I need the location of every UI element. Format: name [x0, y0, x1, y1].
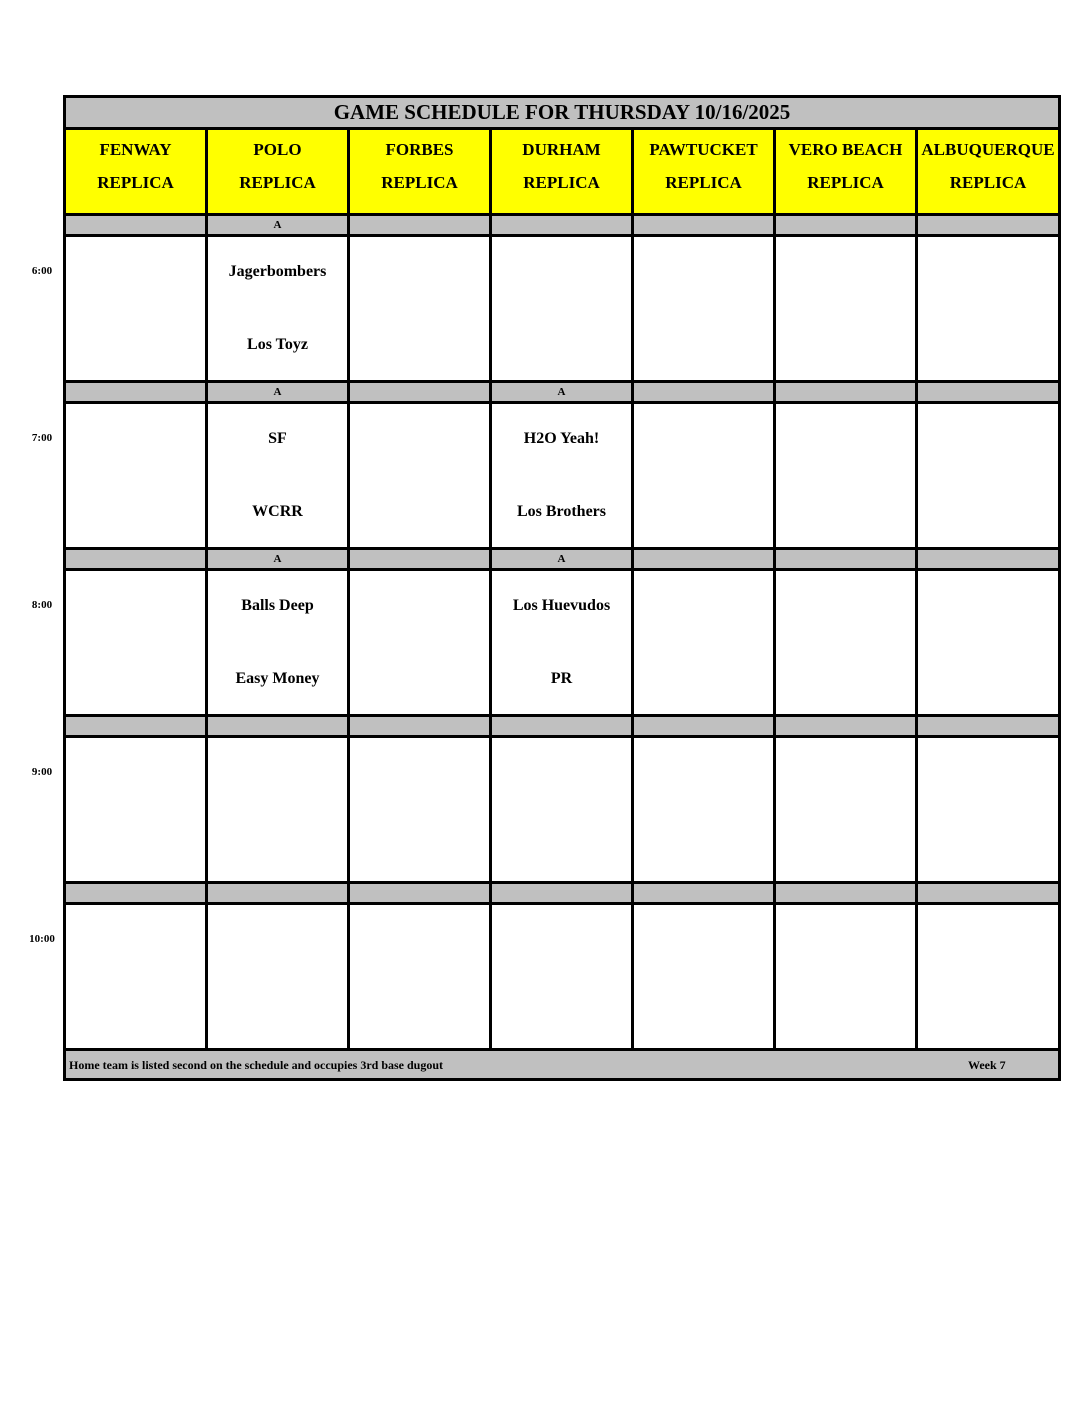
division-band: [918, 383, 1058, 404]
game-cell: [66, 404, 208, 550]
time-label: 8:00: [31, 599, 53, 611]
game-cell: [350, 571, 492, 717]
home-team: PR: [550, 670, 573, 687]
division-band: [776, 884, 918, 905]
division-band: [634, 717, 776, 738]
division-band: A: [492, 550, 634, 571]
game-cell: [918, 237, 1058, 383]
field-name: FORBES: [385, 140, 454, 159]
time-label: 10:00: [29, 933, 55, 945]
game-cell: [350, 404, 492, 550]
field-subtitle: REPLICA: [381, 173, 458, 192]
game-cell: [634, 905, 776, 1051]
game-cell: [918, 404, 1058, 550]
division-band: [66, 383, 208, 404]
time-label: 6:00: [31, 265, 53, 277]
division-band: [634, 216, 776, 237]
division-band: [350, 550, 492, 571]
away-team: Balls Deep: [241, 597, 314, 614]
field-subtitle: REPLICA: [239, 173, 316, 192]
time-label: 9:00: [31, 766, 53, 778]
game-cell: [776, 571, 918, 717]
game-cell: [634, 237, 776, 383]
game-cell: [776, 237, 918, 383]
game-cell: [776, 738, 918, 884]
field-subtitle: REPLICA: [807, 173, 884, 192]
game-cell: [634, 738, 776, 884]
field-name: DURHAM: [522, 140, 601, 159]
field-header: [492, 130, 634, 216]
division-band: [350, 717, 492, 738]
game-cell: [634, 404, 776, 550]
game-cell: [776, 404, 918, 550]
division-band: A: [208, 550, 350, 571]
division-band: A: [492, 383, 634, 404]
division-band: [350, 383, 492, 404]
schedule-title: GAME SCHEDULE FOR THURSDAY 10/16/2025: [66, 98, 1058, 130]
division-band: [776, 216, 918, 237]
field-header: [66, 130, 208, 216]
field-header: [350, 130, 492, 216]
game-cell: [208, 905, 350, 1051]
away-team: SF: [268, 430, 287, 447]
week-label: Week 7: [968, 1058, 1006, 1072]
game-cell: [66, 738, 208, 884]
field-header: [918, 130, 1058, 216]
division-band: [208, 884, 350, 905]
field-subtitle: REPLICA: [523, 173, 600, 192]
away-team: H2O Yeah!: [523, 430, 600, 447]
home-team: Easy Money: [235, 670, 320, 687]
division-band: [918, 717, 1058, 738]
game-cell: [350, 905, 492, 1051]
home-team: WCRR: [252, 503, 303, 520]
division-band: A: [208, 216, 350, 237]
field-name: PAWTUCKET: [649, 140, 758, 159]
game-cell: [350, 237, 492, 383]
game-cell: [492, 738, 634, 884]
division-band: [208, 717, 350, 738]
division-band: [634, 550, 776, 571]
game-cell: [918, 905, 1058, 1051]
division-band: [776, 717, 918, 738]
game-cell: [492, 404, 634, 550]
game-cell: [350, 738, 492, 884]
field-header: [776, 130, 918, 216]
division-band: [492, 216, 634, 237]
game-cell: [208, 738, 350, 884]
game-cell: [492, 905, 634, 1051]
game-cell: [634, 571, 776, 717]
division-band: [918, 550, 1058, 571]
division-band: [350, 216, 492, 237]
game-cell: [208, 571, 350, 717]
field-subtitle: REPLICA: [97, 173, 174, 192]
schedule-sheet: [63, 95, 1061, 1081]
division-band: A: [208, 383, 350, 404]
game-cell: [918, 738, 1058, 884]
division-band: [350, 884, 492, 905]
division-band: [66, 884, 208, 905]
field-subtitle: REPLICA: [665, 173, 742, 192]
field-subtitle: REPLICA: [949, 173, 1027, 192]
field-name: ALBUQUERQUE: [921, 140, 1055, 159]
game-cell: [66, 237, 208, 383]
footer-bar: [66, 1051, 1058, 1078]
away-team: Los Huevudos: [512, 597, 611, 614]
game-cell: [208, 404, 350, 550]
division-band: [776, 383, 918, 404]
field-name: VERO BEACH: [788, 140, 903, 159]
field-header: [634, 130, 776, 216]
field-name: FENWAY: [99, 140, 172, 159]
field-header: [208, 130, 350, 216]
division-band: [492, 884, 634, 905]
division-band: [918, 884, 1058, 905]
time-label: 7:00: [31, 432, 53, 444]
away-team: Jagerbombers: [228, 263, 327, 280]
division-band: [492, 717, 634, 738]
game-cell: [776, 905, 918, 1051]
home-team: Los Brothers: [516, 503, 607, 520]
game-cell: [208, 237, 350, 383]
division-band: [918, 216, 1058, 237]
division-band: [634, 884, 776, 905]
game-cell: [492, 571, 634, 717]
game-cell: [918, 571, 1058, 717]
division-band: [634, 383, 776, 404]
game-cell: [66, 905, 208, 1051]
division-band: [66, 550, 208, 571]
home-team: Los Toyz: [247, 336, 308, 353]
field-name: POLO: [253, 140, 302, 159]
division-band: [66, 216, 208, 237]
footer-note: Home team is listed second on the schedule and occupies 3rd base dugout: [69, 1058, 444, 1072]
division-band: [66, 717, 208, 738]
game-cell: [66, 571, 208, 717]
division-band: [776, 550, 918, 571]
game-cell: [492, 237, 634, 383]
